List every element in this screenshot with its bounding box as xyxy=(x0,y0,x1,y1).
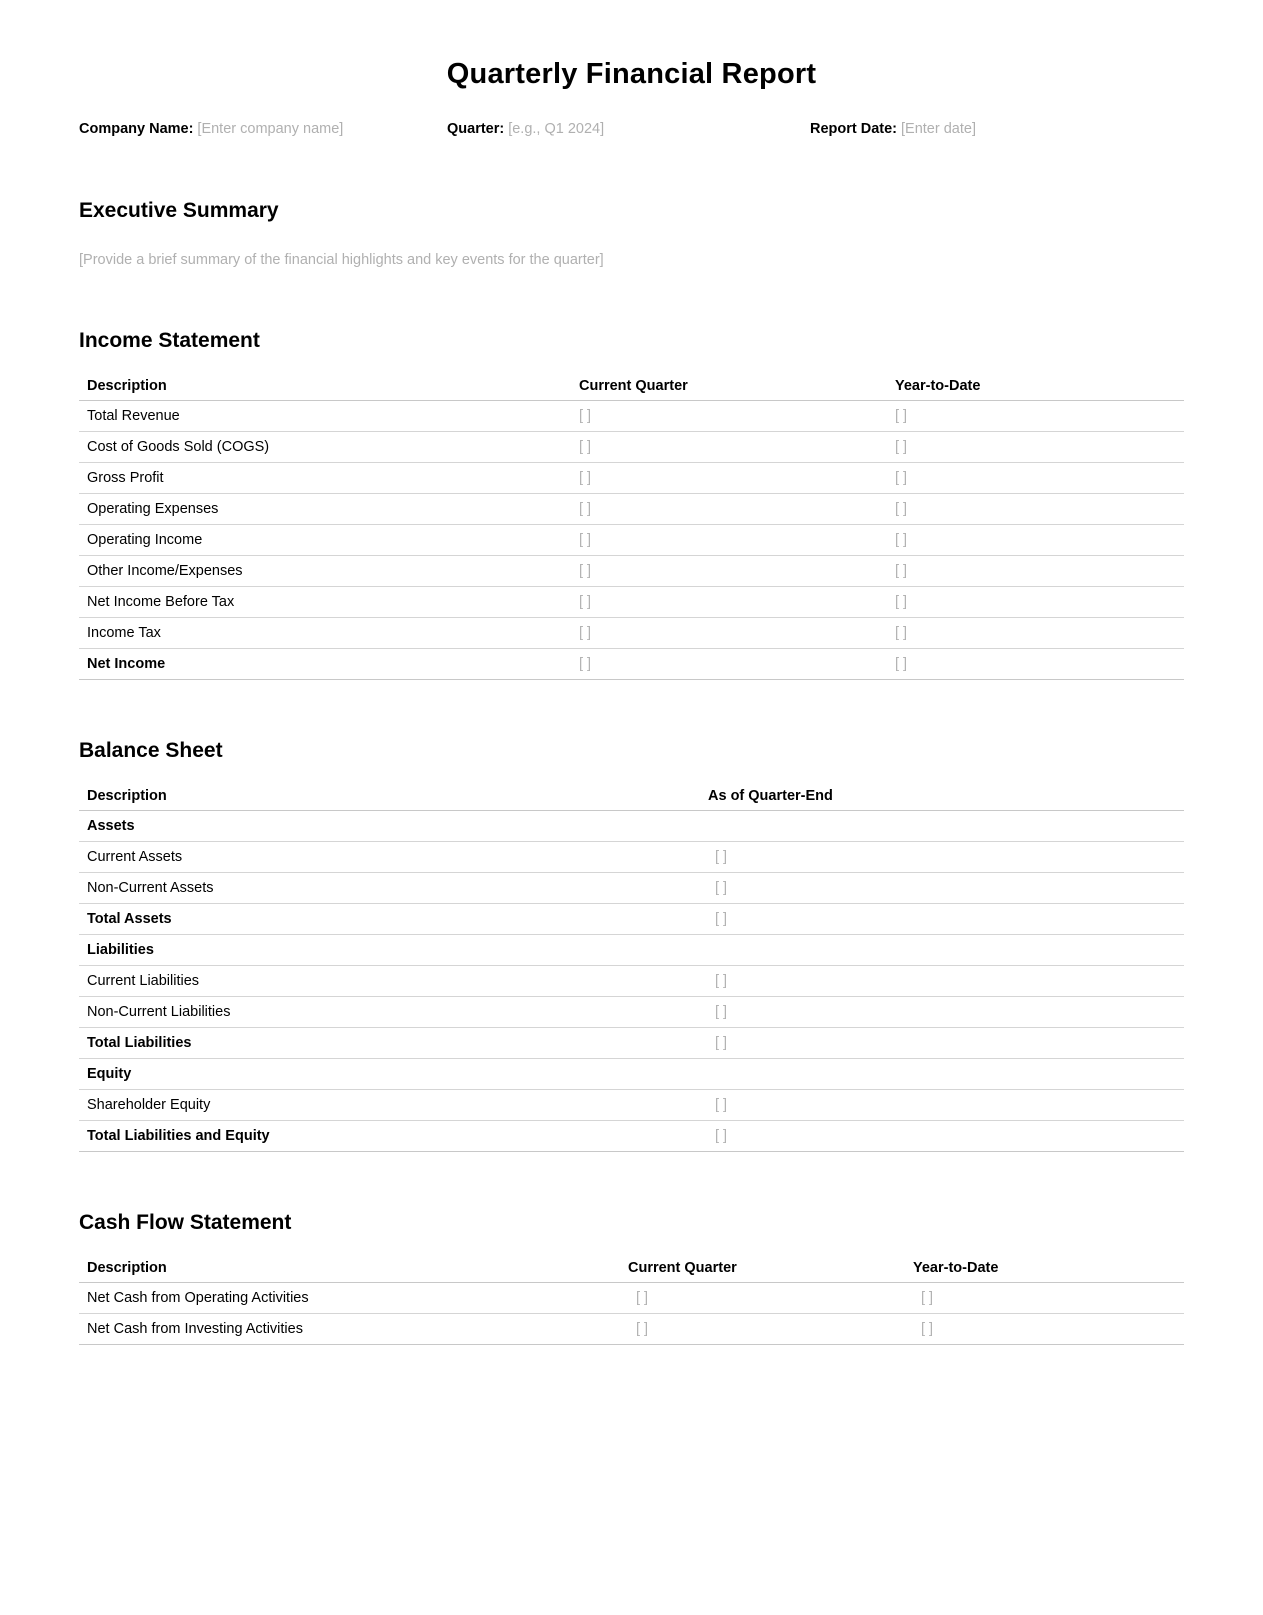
row-description: Total Liabilities and Equity xyxy=(87,1128,270,1144)
income-statement-body xyxy=(79,401,1184,680)
table-row xyxy=(79,1090,1184,1121)
row-value[interactable] xyxy=(708,935,1184,966)
row-description: Current Liabilities xyxy=(87,973,200,989)
company-name-field[interactable] xyxy=(79,118,343,140)
row-value[interactable] xyxy=(708,1090,1184,1121)
value-placeholder: [ ] xyxy=(895,439,908,455)
table-row xyxy=(79,1028,1184,1059)
row-value[interactable] xyxy=(708,1028,1184,1059)
table-row xyxy=(79,1121,1184,1152)
executive-summary-section xyxy=(79,140,1184,270)
row-value[interactable] xyxy=(579,494,895,525)
value-placeholder: [ ] xyxy=(895,625,908,641)
row-description: Shareholder Equity xyxy=(87,1097,211,1113)
value-placeholder: [ ] xyxy=(895,594,908,610)
row-description: Net Income xyxy=(87,656,166,672)
row-description: Liabilities xyxy=(87,942,154,958)
balance-sheet-table xyxy=(79,782,1184,1152)
row-value[interactable] xyxy=(913,1314,1184,1345)
quarter-value[interactable]: [e.g., Q1 2024] xyxy=(508,121,605,137)
table-row xyxy=(79,966,1184,997)
row-description: Non-Current Liabilities xyxy=(87,1004,231,1020)
row-value[interactable] xyxy=(708,1059,1184,1090)
value-placeholder: [ ] xyxy=(895,408,908,424)
balance-sheet-section xyxy=(79,680,1184,1152)
table-header-row xyxy=(79,372,1184,401)
row-description: Operating Income xyxy=(87,532,203,548)
row-description: Total Liabilities xyxy=(87,1035,192,1051)
column-header-as-of-quarter-end: As of Quarter-End xyxy=(708,782,1184,811)
row-value[interactable] xyxy=(579,463,895,494)
report-date-label: Report Date: xyxy=(810,121,898,137)
value-placeholder: [ ] xyxy=(895,532,908,548)
row-value[interactable] xyxy=(579,556,895,587)
balance-sheet-header xyxy=(79,782,1184,811)
cash-flow-statement-section xyxy=(79,1152,1184,1345)
row-description: Operating Expenses xyxy=(87,501,219,517)
row-value[interactable] xyxy=(708,997,1184,1028)
row-description: Net Cash from Operating Activities xyxy=(87,1290,309,1306)
page-title: Quarterly Financial Report xyxy=(446,58,817,90)
row-value[interactable] xyxy=(708,966,1184,997)
column-header-current-quarter: Current Quarter xyxy=(628,1254,913,1283)
value-placeholder: [ ] xyxy=(895,563,908,579)
value-placeholder: [ ] xyxy=(715,849,728,865)
column-header-description: Description xyxy=(79,782,708,811)
value-placeholder: [ ] xyxy=(715,880,728,896)
column-header-current-quarter: Current Quarter xyxy=(579,372,895,401)
column-header-year-to-date: Year-to-Date xyxy=(895,372,1184,401)
row-value[interactable] xyxy=(895,494,1184,525)
value-placeholder: [ ] xyxy=(895,656,908,672)
row-value[interactable] xyxy=(895,649,1184,680)
table-row xyxy=(79,873,1184,904)
row-value[interactable] xyxy=(913,1283,1184,1314)
table-row xyxy=(79,401,1184,432)
row-value[interactable] xyxy=(579,649,895,680)
income-statement-heading: Income Statement xyxy=(79,329,260,352)
cash-flow-statement-body xyxy=(79,1283,1184,1345)
row-value[interactable] xyxy=(895,587,1184,618)
table-row xyxy=(79,494,1184,525)
report-date-field[interactable] xyxy=(810,118,976,140)
table-row xyxy=(79,1314,1184,1345)
row-value[interactable] xyxy=(895,618,1184,649)
column-header-description: Description xyxy=(79,372,579,401)
row-value[interactable] xyxy=(708,904,1184,935)
value-placeholder: [ ] xyxy=(921,1290,934,1306)
income-statement-header xyxy=(79,372,1184,401)
table-row xyxy=(79,935,1184,966)
value-placeholder: [ ] xyxy=(636,1321,649,1337)
executive-summary-heading: Executive Summary xyxy=(79,199,279,222)
row-description: Equity xyxy=(87,1066,132,1082)
row-description: Assets xyxy=(87,818,135,834)
row-value[interactable] xyxy=(708,873,1184,904)
table-row xyxy=(79,1059,1184,1090)
table-row xyxy=(79,997,1184,1028)
value-placeholder: [ ] xyxy=(715,973,728,989)
value-placeholder: [ ] xyxy=(895,501,908,517)
table-row xyxy=(79,1283,1184,1314)
value-placeholder: [ ] xyxy=(715,911,728,927)
cash-flow-statement-table xyxy=(79,1254,1184,1345)
row-value[interactable] xyxy=(895,556,1184,587)
value-placeholder: [ ] xyxy=(715,1004,728,1020)
row-value[interactable] xyxy=(895,525,1184,556)
value-placeholder: [ ] xyxy=(715,1128,728,1144)
quarter-field[interactable] xyxy=(447,118,604,140)
table-row xyxy=(79,618,1184,649)
column-header-year-to-date: Year-to-Date xyxy=(913,1254,1184,1283)
row-value[interactable] xyxy=(579,432,895,463)
row-value[interactable] xyxy=(628,1314,913,1345)
row-value[interactable] xyxy=(895,401,1184,432)
row-description: Net Cash from Investing Activities xyxy=(87,1321,303,1337)
row-value[interactable] xyxy=(579,618,895,649)
document-meta-row xyxy=(79,118,1184,140)
value-placeholder: [ ] xyxy=(579,625,592,641)
balance-sheet-body xyxy=(79,811,1184,1152)
income-statement-table xyxy=(79,372,1184,680)
row-description: Income Tax xyxy=(87,625,161,641)
table-row xyxy=(79,842,1184,873)
table-row xyxy=(79,811,1184,842)
quarter-label: Quarter: xyxy=(447,121,505,137)
row-value[interactable] xyxy=(579,401,895,432)
value-placeholder: [ ] xyxy=(579,656,592,672)
row-description: Gross Profit xyxy=(87,470,164,486)
row-description: Total Revenue xyxy=(87,408,180,424)
cash-flow-statement-header xyxy=(79,1254,1184,1283)
row-description: Total Assets xyxy=(87,911,172,927)
value-placeholder: [ ] xyxy=(579,408,592,424)
value-placeholder: [ ] xyxy=(579,563,592,579)
table-row xyxy=(79,556,1184,587)
balance-sheet-heading: Balance Sheet xyxy=(79,739,223,762)
row-value[interactable] xyxy=(895,432,1184,463)
row-description: Current Assets xyxy=(87,849,183,865)
row-description: Net Income Before Tax xyxy=(87,594,235,610)
table-row xyxy=(79,587,1184,618)
value-placeholder: [ ] xyxy=(579,470,592,486)
company-name-label: Company Name: xyxy=(79,121,194,137)
column-header-description: Description xyxy=(79,1254,628,1283)
value-placeholder: [ ] xyxy=(579,501,592,517)
row-description: Other Income/Expenses xyxy=(87,563,243,579)
row-value[interactable] xyxy=(628,1283,913,1314)
row-description: Cost of Goods Sold (COGS) xyxy=(87,439,270,455)
row-value[interactable] xyxy=(708,1121,1184,1152)
executive-summary-body[interactable]: [Provide a brief summary of the financial highlights and key events for the quarter] xyxy=(79,252,604,268)
table-header-row xyxy=(79,1254,1184,1283)
value-placeholder: [ ] xyxy=(895,470,908,486)
report-date-value[interactable]: [Enter date] xyxy=(901,121,976,137)
row-value[interactable] xyxy=(579,587,895,618)
value-placeholder: [ ] xyxy=(579,439,592,455)
value-placeholder: [ ] xyxy=(715,1097,728,1113)
table-row xyxy=(79,525,1184,556)
table-row xyxy=(79,432,1184,463)
value-placeholder: [ ] xyxy=(579,594,592,610)
row-description: Non-Current Assets xyxy=(87,880,214,896)
cash-flow-statement-heading: Cash Flow Statement xyxy=(79,1211,292,1234)
row-value[interactable] xyxy=(708,842,1184,873)
table-row xyxy=(79,904,1184,935)
table-header-row xyxy=(79,782,1184,811)
value-placeholder: [ ] xyxy=(579,532,592,548)
table-row xyxy=(79,649,1184,680)
row-value[interactable] xyxy=(708,811,1184,842)
value-placeholder: [ ] xyxy=(636,1290,649,1306)
income-statement-section xyxy=(79,270,1184,680)
row-value[interactable] xyxy=(895,463,1184,494)
value-placeholder: [ ] xyxy=(715,1035,728,1051)
row-value[interactable] xyxy=(579,525,895,556)
company-name-value[interactable]: [Enter company name] xyxy=(197,121,344,137)
table-row xyxy=(79,463,1184,494)
value-placeholder: [ ] xyxy=(921,1321,934,1337)
